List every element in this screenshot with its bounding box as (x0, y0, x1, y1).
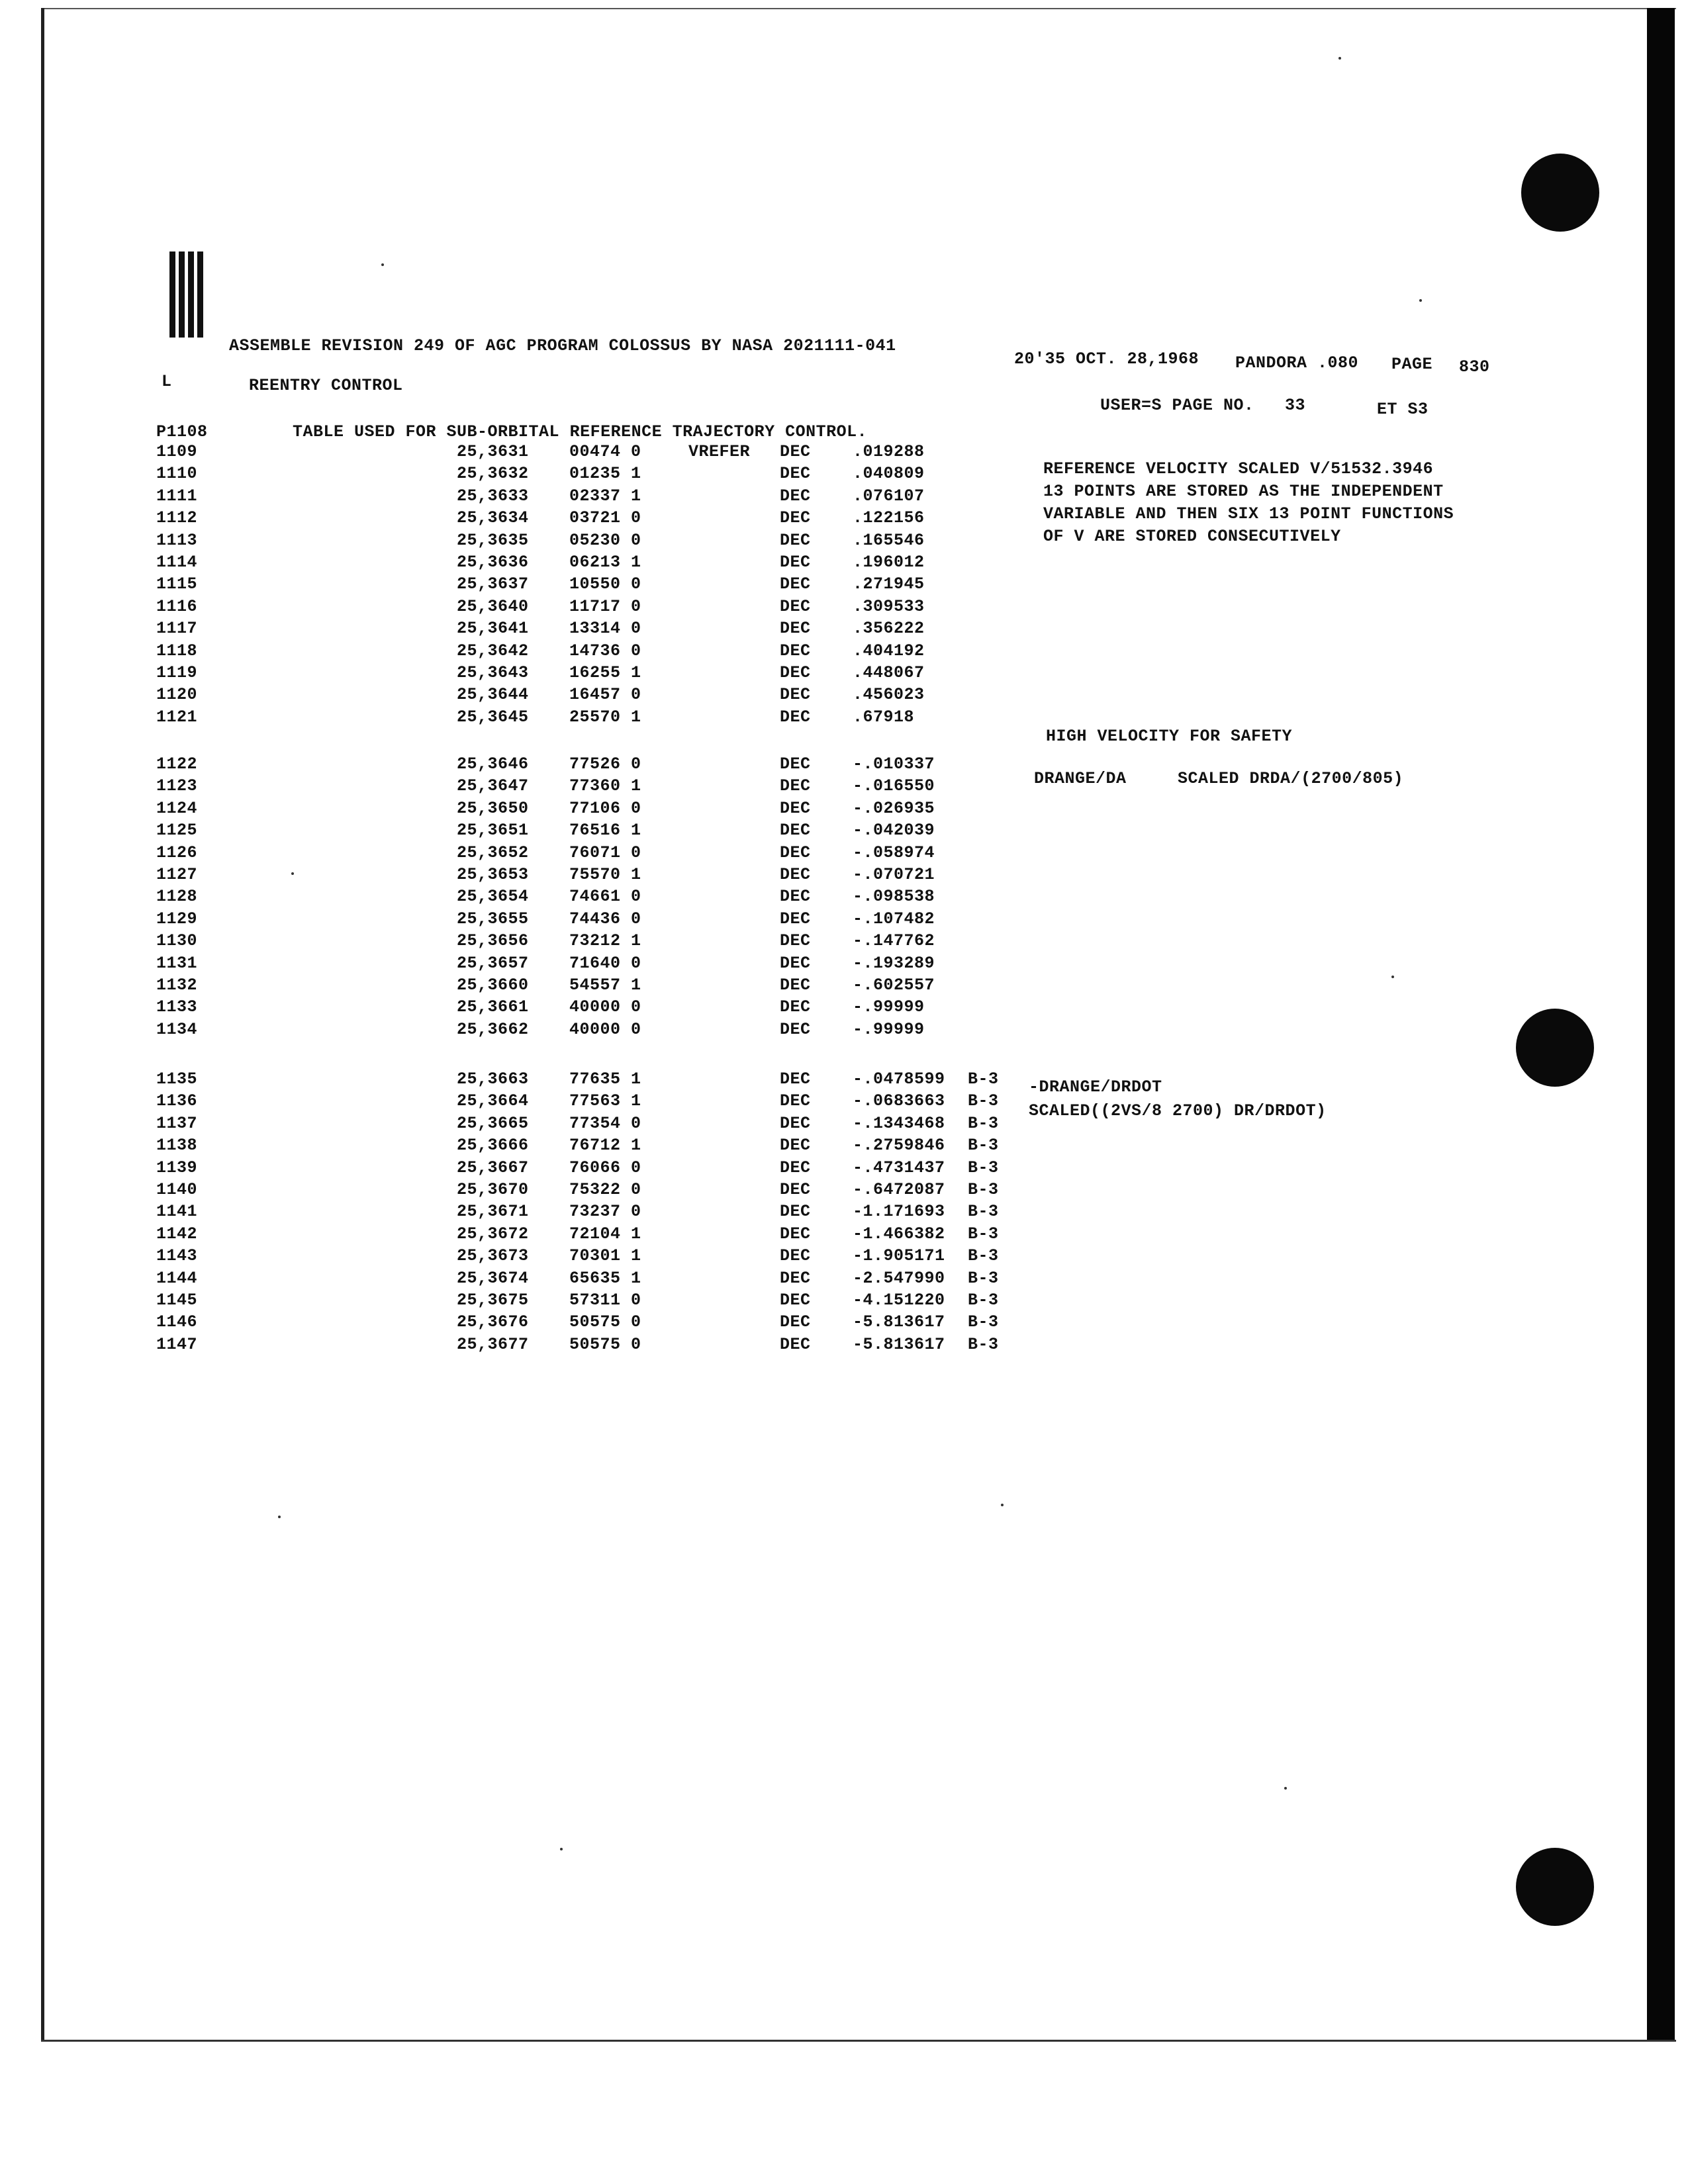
address: 25,3661 (457, 997, 529, 1017)
type-directive: DEC (780, 1268, 811, 1288)
line-number: 1138 (156, 1136, 198, 1156)
line-number: 1142 (156, 1224, 198, 1244)
octal-value: 50575 0 (569, 1312, 641, 1332)
octal-value: 50575 0 (569, 1334, 641, 1354)
table-description: TABLE USED FOR SUB-ORBITAL REFERENCE TRAJECTORY CONTROL. (293, 422, 868, 441)
print-speck (381, 263, 384, 266)
punch-hole-bottom (1516, 1848, 1594, 1926)
decimal-value: .309533 (853, 596, 925, 616)
scale-factor: B-3 (968, 1246, 999, 1266)
decimal-value: .456023 (853, 685, 925, 705)
octal-value: 14736 0 (569, 641, 641, 660)
line-number: 1122 (156, 754, 198, 774)
print-speck (278, 1516, 281, 1518)
decimal-value: -.070721 (853, 865, 935, 884)
bottom-edge-line (41, 2040, 1676, 2042)
line-number: 1121 (156, 707, 198, 727)
line-number: 1127 (156, 865, 198, 884)
address: 25,3632 (457, 464, 529, 484)
decimal-value: -4.151220 (853, 1291, 945, 1310)
octal-value: 77526 0 (569, 754, 641, 774)
decimal-value: -.010337 (853, 754, 935, 774)
type-directive: DEC (780, 1202, 811, 1222)
decimal-value: -1.905171 (853, 1246, 945, 1266)
octal-value: 70301 1 (569, 1246, 641, 1266)
type-directive: DEC (780, 976, 811, 995)
address: 25,3650 (457, 798, 529, 818)
header-code: ET S3 (1377, 400, 1429, 419)
line-number: 1125 (156, 821, 198, 841)
scale-factor: B-3 (968, 1180, 999, 1199)
address: 25,3675 (457, 1291, 529, 1310)
decimal-value: -.016550 (853, 776, 935, 796)
address: 25,3653 (457, 865, 529, 884)
decimal-value: -1.171693 (853, 1202, 945, 1222)
scale-factor: B-3 (968, 1158, 999, 1177)
octal-value: 77635 1 (569, 1069, 641, 1089)
type-directive: DEC (780, 776, 811, 796)
address: 25,3663 (457, 1069, 529, 1089)
address: 25,3672 (457, 1224, 529, 1244)
line-number: 1115 (156, 574, 198, 594)
comment-scaled-drdot: SCALED((2VS/8 2700) DR/DRDOT) (1029, 1101, 1327, 1120)
address: 25,3676 (457, 1312, 529, 1332)
line-number: 1113 (156, 530, 198, 550)
octal-value: 77354 0 (569, 1113, 641, 1133)
scale-factor: B-3 (968, 1291, 999, 1310)
line-number: P1108 (156, 422, 208, 441)
octal-value: 65635 1 (569, 1268, 641, 1288)
line-number: 1140 (156, 1180, 198, 1199)
line-number: 1139 (156, 1158, 198, 1177)
address: 25,3644 (457, 685, 529, 705)
decimal-value: .019288 (853, 442, 925, 461)
address: 25,3674 (457, 1268, 529, 1288)
line-number: 1143 (156, 1246, 198, 1266)
decimal-value: .271945 (853, 574, 925, 594)
address: 25,3677 (457, 1334, 529, 1354)
address: 25,3671 (457, 1202, 529, 1222)
octal-value: 73237 0 (569, 1202, 641, 1222)
decimal-value: -.4731437 (853, 1158, 945, 1177)
punch-hole-top (1521, 154, 1599, 232)
type-directive: DEC (780, 641, 811, 660)
comment-line: OF V ARE STORED CONSECUTIVELY (1043, 527, 1341, 546)
type-directive: DEC (780, 931, 811, 951)
address: 25,3660 (457, 976, 529, 995)
type-directive: DEC (780, 663, 811, 682)
scale-factor: B-3 (968, 1202, 999, 1222)
address: 25,3666 (457, 1136, 529, 1156)
decimal-value: -.6472087 (853, 1180, 945, 1199)
address: 25,3640 (457, 596, 529, 616)
decimal-value: -.99999 (853, 997, 925, 1017)
address: 25,3670 (457, 1180, 529, 1199)
decimal-value: -.147762 (853, 931, 935, 951)
line-number: 1147 (156, 1334, 198, 1354)
octal-value: 75570 1 (569, 865, 641, 884)
address: 25,3643 (457, 663, 529, 682)
address: 25,3667 (457, 1158, 529, 1177)
line-number: 1112 (156, 508, 198, 528)
line-number: 1117 (156, 619, 198, 639)
decimal-value: .67918 (853, 707, 915, 727)
address: 25,3655 (457, 909, 529, 929)
decimal-value: -.042039 (853, 821, 935, 841)
decimal-value: .404192 (853, 641, 925, 660)
octal-value: 25570 1 (569, 707, 641, 727)
line-number: 1111 (156, 486, 198, 506)
line-number: 1131 (156, 953, 198, 973)
decimal-value: -.602557 (853, 976, 935, 995)
section-title: REENTRY CONTROL (249, 376, 403, 395)
type-directive: DEC (780, 442, 811, 461)
type-directive: DEC (780, 1180, 811, 1199)
decimal-value: -.026935 (853, 798, 935, 818)
type-directive: DEC (780, 1091, 811, 1111)
type-directive: DEC (780, 1069, 811, 1089)
type-directive: DEC (780, 1334, 811, 1354)
octal-value: 03721 0 (569, 508, 641, 528)
address: 25,3635 (457, 530, 529, 550)
decimal-value: -.1343468 (853, 1113, 945, 1133)
address: 25,3665 (457, 1113, 529, 1133)
line-number: 1128 (156, 887, 198, 907)
header-system: PANDORA .080 (1235, 353, 1359, 373)
octal-value: 77360 1 (569, 776, 641, 796)
comment-line: 13 POINTS ARE STORED AS THE INDEPENDENT (1043, 482, 1444, 501)
address: 25,3647 (457, 776, 529, 796)
type-directive: DEC (780, 574, 811, 594)
type-directive: DEC (780, 798, 811, 818)
header-datetime: 20'35 OCT. 28,1968 (1014, 349, 1199, 369)
comment-drange-drdot: -DRANGE/DRDOT (1029, 1077, 1162, 1097)
right-black-border (1647, 8, 1675, 2041)
type-directive: DEC (780, 530, 811, 550)
scale-factor: B-3 (968, 1334, 999, 1354)
type-directive: DEC (780, 887, 811, 907)
decimal-value: -.2759846 (853, 1136, 945, 1156)
line-number: 1124 (156, 798, 198, 818)
octal-value: 57311 0 (569, 1291, 641, 1310)
octal-value: 16255 1 (569, 663, 641, 682)
line-number: 1135 (156, 1069, 198, 1089)
octal-value: 16457 0 (569, 685, 641, 705)
symbol-label: VREFER (688, 442, 751, 461)
line-number: 1141 (156, 1202, 198, 1222)
line-number: 1116 (156, 596, 198, 616)
line-number: 1119 (156, 663, 198, 682)
type-directive: DEC (780, 1136, 811, 1156)
address: 25,3646 (457, 754, 529, 774)
header-page-number: 830 (1459, 357, 1490, 377)
octal-value: 76712 1 (569, 1136, 641, 1156)
decimal-value: .196012 (853, 553, 925, 572)
print-speck (1338, 57, 1341, 60)
comment-high-velocity: HIGH VELOCITY FOR SAFETY (1046, 727, 1293, 746)
octal-value: 06213 1 (569, 553, 641, 572)
type-directive: DEC (780, 553, 811, 572)
header-title: ASSEMBLE REVISION 249 OF AGC PROGRAM COLOSSUS BY NASA 2021111-041 (229, 336, 896, 355)
type-directive: DEC (780, 842, 811, 862)
line-number: 1110 (156, 464, 198, 484)
type-directive: DEC (780, 1158, 811, 1177)
octal-value: 72104 1 (569, 1224, 641, 1244)
print-speck (1284, 1787, 1287, 1790)
address: 25,3637 (457, 574, 529, 594)
decimal-value: .165546 (853, 530, 925, 550)
header-marker: L (162, 372, 172, 391)
print-speck (291, 872, 294, 875)
decimal-value: .076107 (853, 486, 925, 506)
octal-value: 71640 0 (569, 953, 641, 973)
line-number: 1145 (156, 1291, 198, 1310)
octal-value: 76066 0 (569, 1158, 641, 1177)
octal-value: 76071 0 (569, 842, 641, 862)
print-speck (560, 1848, 563, 1850)
line-number: 1118 (156, 641, 198, 660)
line-number: 1126 (156, 842, 198, 862)
type-directive: DEC (780, 997, 811, 1017)
left-edge-line (41, 8, 44, 2041)
address: 25,3636 (457, 553, 529, 572)
address: 25,3656 (457, 931, 529, 951)
decimal-value: -2.547990 (853, 1268, 945, 1288)
address: 25,3634 (457, 508, 529, 528)
type-directive: DEC (780, 508, 811, 528)
octal-value: 74661 0 (569, 887, 641, 907)
octal-value: 74436 0 (569, 909, 641, 929)
comment-line: REFERENCE VELOCITY SCALED V/51532.3946 (1043, 459, 1434, 478)
address: 25,3642 (457, 641, 529, 660)
decimal-value: -.107482 (853, 909, 935, 929)
type-directive: DEC (780, 821, 811, 841)
type-directive: DEC (780, 1019, 811, 1039)
octal-value: 10550 0 (569, 574, 641, 594)
address: 25,3633 (457, 486, 529, 506)
octal-value: 40000 0 (569, 1019, 641, 1039)
print-speck (1419, 299, 1422, 302)
decimal-value: -.99999 (853, 1019, 925, 1039)
octal-value: 73212 1 (569, 931, 641, 951)
print-speck (1001, 1504, 1004, 1506)
comment-line: VARIABLE AND THEN SIX 13 POINT FUNCTIONS (1043, 504, 1454, 523)
decimal-value: .356222 (853, 619, 925, 639)
decimal-value: .448067 (853, 663, 925, 682)
address: 25,3652 (457, 842, 529, 862)
scale-factor: B-3 (968, 1268, 999, 1288)
type-directive: DEC (780, 953, 811, 973)
printer-mark (168, 251, 208, 344)
decimal-value: -1.466382 (853, 1224, 945, 1244)
type-directive: DEC (780, 707, 811, 727)
decimal-value: -.193289 (853, 953, 935, 973)
line-number: 1136 (156, 1091, 198, 1111)
type-directive: DEC (780, 486, 811, 506)
decimal-value: -5.813617 (853, 1334, 945, 1354)
scale-factor: B-3 (968, 1136, 999, 1156)
octal-value: 40000 0 (569, 997, 641, 1017)
scale-factor: B-3 (968, 1069, 999, 1089)
line-number: 1137 (156, 1113, 198, 1133)
address: 25,3651 (457, 821, 529, 841)
decimal-value: -.058974 (853, 842, 935, 862)
decimal-value: -.098538 (853, 887, 935, 907)
line-number: 1146 (156, 1312, 198, 1332)
type-directive: DEC (780, 619, 811, 639)
octal-value: 77106 0 (569, 798, 641, 818)
decimal-value: -.0478599 (853, 1069, 945, 1089)
type-directive: DEC (780, 1291, 811, 1310)
line-number: 1129 (156, 909, 198, 929)
address: 25,3645 (457, 707, 529, 727)
decimal-value: .040809 (853, 464, 925, 484)
print-speck (1391, 976, 1394, 978)
top-edge-line (41, 8, 1676, 9)
line-number: 1144 (156, 1268, 198, 1288)
punch-hole-middle (1516, 1009, 1594, 1087)
octal-value: 75322 0 (569, 1180, 641, 1199)
header-page-label: PAGE (1391, 355, 1433, 374)
octal-value: 54557 1 (569, 976, 641, 995)
decimal-value: .122156 (853, 508, 925, 528)
octal-value: 13314 0 (569, 619, 641, 639)
type-directive: DEC (780, 685, 811, 705)
comment-drange-da: DRANGE/DA SCALED DRDA/(2700/805) (1034, 769, 1404, 788)
address: 25,3673 (457, 1246, 529, 1266)
type-directive: DEC (780, 865, 811, 884)
address: 25,3641 (457, 619, 529, 639)
type-directive: DEC (780, 1312, 811, 1332)
line-number: 1114 (156, 553, 198, 572)
address: 25,3662 (457, 1019, 529, 1039)
octal-value: 01235 1 (569, 464, 641, 484)
type-directive: DEC (780, 464, 811, 484)
type-directive: DEC (780, 754, 811, 774)
address: 25,3657 (457, 953, 529, 973)
octal-value: 05230 0 (569, 530, 641, 550)
type-directive: DEC (780, 1113, 811, 1133)
line-number: 1134 (156, 1019, 198, 1039)
address: 25,3664 (457, 1091, 529, 1111)
type-directive: DEC (780, 596, 811, 616)
line-number: 1123 (156, 776, 198, 796)
octal-value: 77563 1 (569, 1091, 641, 1111)
line-number: 1133 (156, 997, 198, 1017)
scale-factor: B-3 (968, 1224, 999, 1244)
octal-value: 11717 0 (569, 596, 641, 616)
user-page-number: USER=S PAGE NO. 33 (1100, 396, 1306, 415)
octal-value: 00474 0 (569, 442, 641, 461)
address: 25,3631 (457, 442, 529, 461)
scale-factor: B-3 (968, 1312, 999, 1332)
type-directive: DEC (780, 909, 811, 929)
type-directive: DEC (780, 1246, 811, 1266)
line-number: 1132 (156, 976, 198, 995)
decimal-value: -5.813617 (853, 1312, 945, 1332)
scale-factor: B-3 (968, 1091, 999, 1111)
scale-factor: B-3 (968, 1113, 999, 1133)
line-number: 1120 (156, 685, 198, 705)
octal-value: 76516 1 (569, 821, 641, 841)
decimal-value: -.0683663 (853, 1091, 945, 1111)
line-number: 1109 (156, 442, 198, 461)
address: 25,3654 (457, 887, 529, 907)
type-directive: DEC (780, 1224, 811, 1244)
line-number: 1130 (156, 931, 198, 951)
octal-value: 02337 1 (569, 486, 641, 506)
